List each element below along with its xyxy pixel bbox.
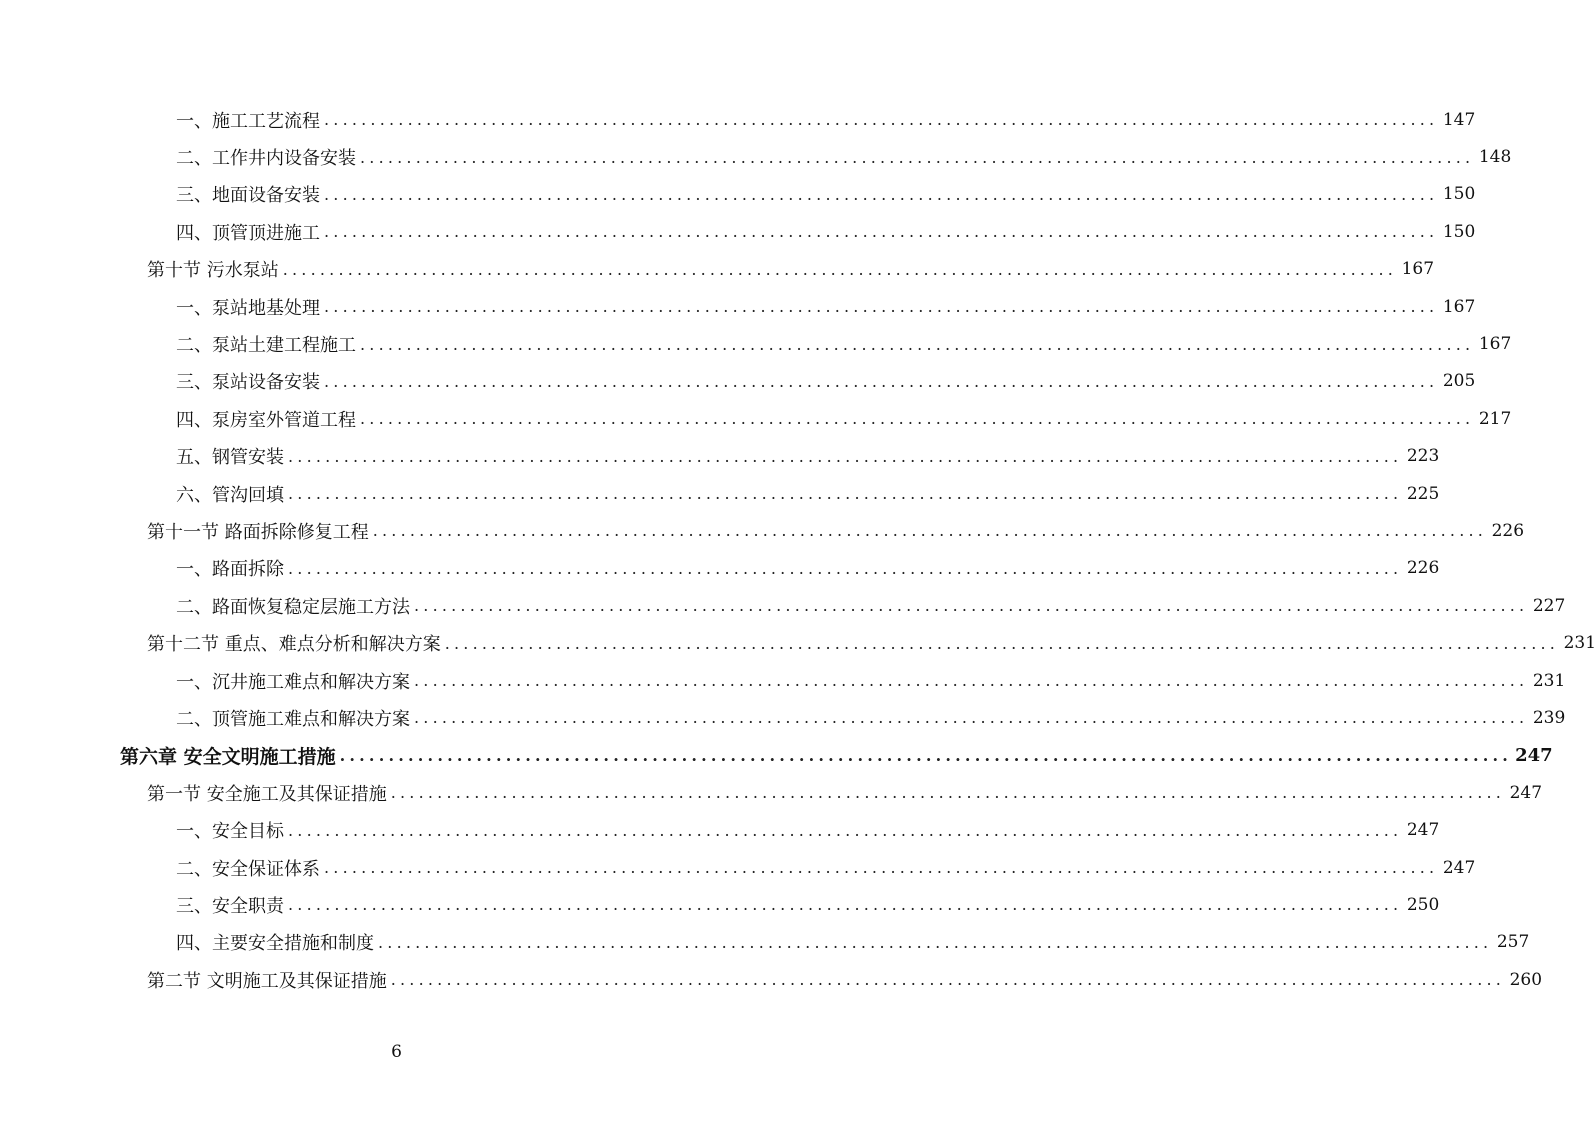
toc-entry-page: 150 bbox=[1442, 184, 1476, 205]
toc-entry-title: 第十节 污水泵站 bbox=[147, 260, 279, 282]
dot-leader: ........................................................................................................................ bbox=[414, 596, 1529, 616]
toc-entry-title: 四、主要安全措施和制度 bbox=[176, 933, 374, 955]
toc-entry-title: 二、安全保证体系 bbox=[176, 858, 320, 880]
toc-entry-page: 247 bbox=[1509, 782, 1543, 803]
dot-leader: ........................................................................................................................ bbox=[360, 147, 1475, 167]
toc-entry-title: 第十一节 路面拆除修复工程 bbox=[147, 521, 369, 543]
toc-subsection-entry[interactable] bbox=[0, 325, 1512, 362]
toc-entry-title: 三、安全职责 bbox=[176, 895, 284, 917]
dot-leader: ........................................................................................................................ bbox=[324, 184, 1439, 204]
dot-leader: ........................................................................................................................ bbox=[414, 671, 1529, 691]
toc-entry-title: 二、工作井内设备安装 bbox=[176, 148, 356, 170]
toc-section-entry[interactable] bbox=[0, 961, 1543, 998]
dot-leader: ........................................................................................................................ bbox=[444, 633, 1560, 653]
dot-leader: ........................................................................................................................ bbox=[360, 409, 1475, 429]
toc-entry-title: 一、沉井施工难点和解决方案 bbox=[176, 671, 410, 693]
toc-entry-page: 167 bbox=[1478, 334, 1512, 355]
toc-section-entry[interactable] bbox=[0, 512, 1525, 549]
dot-leader: ........................................................................................................................ bbox=[288, 558, 1403, 578]
toc-subsection-entry[interactable] bbox=[0, 699, 1566, 736]
toc-entry-title: 第十二节 重点、难点分析和解决方案 bbox=[147, 634, 441, 656]
toc-entry-title: 第一节 安全施工及其保证措施 bbox=[147, 783, 387, 805]
toc-entry-page: 231 bbox=[1563, 633, 1596, 654]
toc-section-entry[interactable] bbox=[0, 251, 1435, 288]
toc-entry-page: 148 bbox=[1478, 147, 1512, 168]
toc-entry-page: 257 bbox=[1496, 932, 1530, 953]
toc-entry-title: 一、路面拆除 bbox=[176, 559, 284, 581]
page-number: 6 bbox=[391, 1042, 402, 1062]
toc-subsection-entry[interactable] bbox=[0, 587, 1566, 624]
toc-subsection-entry[interactable] bbox=[0, 849, 1476, 886]
toc-entry-title: 一、安全目标 bbox=[176, 821, 284, 843]
toc-entry-page: 239 bbox=[1532, 707, 1566, 728]
dot-leader: ........................................................................................................................ bbox=[378, 932, 1493, 952]
toc-section-entry[interactable] bbox=[0, 774, 1543, 811]
toc-section-entry[interactable] bbox=[0, 624, 1596, 661]
toc-entry-page: 147 bbox=[1442, 109, 1476, 130]
toc-entry-title: 二、顶管施工难点和解决方案 bbox=[176, 708, 410, 730]
toc-entry-title: 二、路面恢复稳定层施工方法 bbox=[176, 596, 410, 618]
toc-entry-page: 223 bbox=[1406, 446, 1440, 467]
dot-leader: ........................................................................................................................ bbox=[339, 745, 1513, 765]
dot-leader: ........................................................................................................................ bbox=[324, 110, 1439, 130]
toc-subsection-entry[interactable] bbox=[0, 811, 1440, 848]
dot-leader: ........................................................................................................................ bbox=[288, 820, 1403, 840]
toc-entry-page: 205 bbox=[1442, 371, 1476, 392]
toc-subsection-entry[interactable] bbox=[0, 101, 1476, 138]
toc-subsection-entry[interactable] bbox=[0, 662, 1566, 699]
toc-entry-page: 226 bbox=[1491, 520, 1525, 541]
toc-entry-page: 247 bbox=[1442, 857, 1476, 878]
dot-leader: ........................................................................................................................ bbox=[288, 895, 1403, 915]
toc-entry-page: 150 bbox=[1442, 221, 1476, 242]
table-of-contents bbox=[0, 101, 1596, 998]
toc-entry-page: 167 bbox=[1401, 259, 1435, 280]
toc-entry-title: 四、泵房室外管道工程 bbox=[176, 409, 356, 431]
toc-entry-page: 225 bbox=[1406, 483, 1440, 504]
dot-leader: ........................................................................................................................ bbox=[390, 783, 1506, 803]
toc-entry-page: 247 bbox=[1406, 820, 1440, 841]
dot-leader: ........................................................................................................................ bbox=[390, 970, 1506, 990]
dot-leader: ........................................................................................................................ bbox=[324, 371, 1439, 391]
toc-subsection-entry[interactable] bbox=[0, 400, 1512, 437]
toc-entry-page: 260 bbox=[1509, 969, 1543, 990]
toc-entry-title: 一、泵站地基处理 bbox=[176, 297, 320, 319]
dot-leader: ........................................................................................................................ bbox=[282, 259, 1398, 279]
dot-leader: ........................................................................................................................ bbox=[360, 334, 1475, 354]
toc-subsection-entry[interactable] bbox=[0, 438, 1440, 475]
toc-entry-page: 250 bbox=[1406, 894, 1440, 915]
toc-entry-title: 一、施工工艺流程 bbox=[176, 110, 320, 132]
dot-leader: ........................................................................................................................ bbox=[324, 858, 1439, 877]
toc-subsection-entry[interactable] bbox=[0, 138, 1512, 175]
toc-subsection-entry[interactable] bbox=[0, 475, 1440, 512]
toc-entry-title: 四、顶管顶进施工 bbox=[176, 222, 320, 244]
toc-entry-title: 五、钢管安装 bbox=[176, 447, 284, 469]
dot-leader: ........................................................................................................................ bbox=[288, 446, 1403, 466]
toc-entry-title: 第二节 文明施工及其保证措施 bbox=[147, 970, 387, 992]
dot-leader: ........................................................................................................................ bbox=[288, 484, 1403, 504]
toc-entry-title: 三、泵站设备安装 bbox=[176, 372, 320, 394]
toc-entry-title: 六、管沟回填 bbox=[176, 484, 284, 506]
toc-chapter-entry[interactable] bbox=[0, 737, 1553, 774]
dot-leader: ........................................................................................................................ bbox=[414, 708, 1529, 728]
toc-entry-title: 三、地面设备安装 bbox=[176, 185, 320, 207]
dot-leader: ........................................................................................................................ bbox=[324, 222, 1439, 242]
toc-entry-page: 247 bbox=[1515, 744, 1553, 766]
toc-subsection-entry[interactable] bbox=[0, 550, 1440, 587]
toc-subsection-entry[interactable] bbox=[0, 924, 1530, 961]
toc-entry-page: 227 bbox=[1532, 595, 1566, 616]
toc-subsection-entry[interactable] bbox=[0, 288, 1476, 325]
toc-subsection-entry[interactable] bbox=[0, 176, 1476, 213]
toc-subsection-entry[interactable] bbox=[0, 213, 1476, 250]
toc-subsection-entry[interactable] bbox=[0, 363, 1476, 400]
toc-entry-page: 167 bbox=[1442, 296, 1476, 317]
toc-entry-page: 217 bbox=[1478, 408, 1512, 429]
toc-entry-title: 第六章 安全文明施工措施 bbox=[120, 745, 336, 768]
dot-leader: ........................................................................................................................ bbox=[324, 297, 1439, 317]
toc-entry-page: 231 bbox=[1532, 670, 1566, 691]
toc-subsection-entry[interactable] bbox=[0, 886, 1440, 923]
dot-leader: ........................................................................................................................ bbox=[372, 521, 1488, 541]
toc-entry-title: 二、泵站土建工程施工 bbox=[176, 335, 356, 357]
toc-entry-page: 226 bbox=[1406, 558, 1440, 579]
